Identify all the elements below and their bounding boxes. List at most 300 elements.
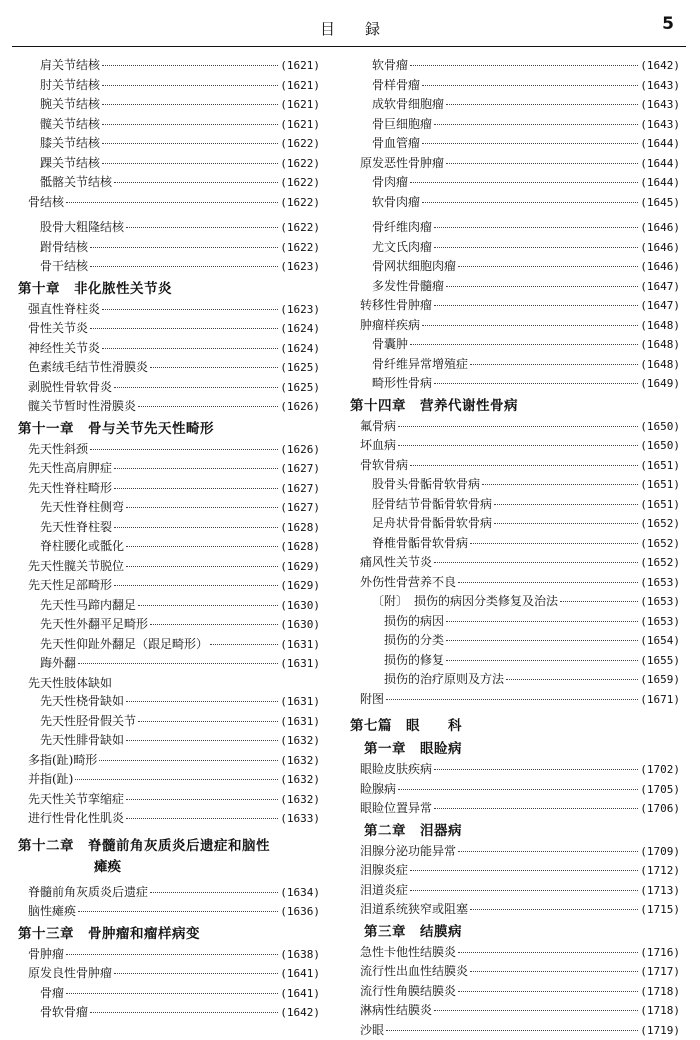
toc-entry-title: 畸形性骨病 [372,374,432,393]
toc-entry-title: 足舟状骨骨骺骨软骨病 [372,514,492,533]
toc-entry [18,902,320,922]
leader-dots [114,488,278,489]
toc-entry [18,257,320,277]
toc-entry-page: (1652) [640,515,680,534]
toc-entry [18,440,320,460]
toc-entry-page: (1623) [280,301,320,320]
toc-entry-title: 骨结核 [28,193,64,212]
toc-entry [350,962,680,982]
toc-entry-title: 泪腺炎症 [360,861,408,880]
toc-entry-title: 先天性髋关节脱位 [28,557,124,576]
toc-entry-page: (1642) [640,57,680,76]
leader-dots [446,104,638,105]
toc-entry-page: (1627) [280,499,320,518]
toc-entry-page: (1632) [280,791,320,810]
leader-dots [422,325,638,326]
toc-entry-title: 先天性外翻平足畸形 [40,615,148,634]
toc-entry-title: 强直性脊柱炎 [28,300,100,319]
toc-entry [18,173,320,193]
toc-entry [18,576,320,596]
toc-entry-title: 骨囊肿 [372,335,408,354]
leader-dots [458,582,638,583]
leader-dots [434,247,638,248]
toc-entry-title: 流行性角膜结膜炎 [360,982,456,1001]
toc-entry-title: 并指(趾) [28,770,73,789]
toc-entry [350,553,680,573]
toc-entry-title: 损伤的修复 [384,651,444,670]
toc-entry-page: (1648) [640,356,680,375]
toc-entry [350,799,680,819]
toc-entry-title: 进行性骨化性肌炎 [28,809,124,828]
toc-entry-page: (1719) [640,1022,680,1040]
toc-entry [350,475,680,495]
leader-dots [90,449,278,450]
leader-dots [410,65,638,66]
toc-entry-page: (1632) [280,771,320,790]
leader-dots [398,789,638,790]
toc-entry-page: (1621) [280,77,320,96]
chapter-heading [350,715,680,737]
leader-dots [470,971,638,972]
toc-entry [350,154,680,174]
chapter-heading [350,921,680,943]
toc-entry [350,514,680,534]
toc-entry [350,257,680,277]
toc-entry-page: (1712) [640,862,680,881]
toc-entry-title: 第十二章 脊髓前角灰质炎后遗症和脑性 [18,835,270,857]
toc-entry [350,842,680,862]
toc-entry [350,238,680,258]
toc-entry-page: (1644) [640,155,680,174]
toc-entry-page: (1706) [640,800,680,819]
leader-dots [126,507,278,508]
leader-dots [66,954,278,955]
toc-entry-page: (1631) [280,636,320,655]
chapter-heading [18,835,320,857]
toc-entry-page: (1643) [640,77,680,96]
toc-entry-title: 第七篇 眼 科 [350,715,462,737]
toc-entry-page: (1622) [280,194,320,213]
toc-entry [18,964,320,984]
toc-entry [18,134,320,154]
toc-entry [18,731,320,751]
leader-dots [470,543,638,544]
toc-entry [350,900,680,920]
toc-entry-title: 原发恶性骨肿瘤 [360,154,444,173]
toc-entry-page: (1705) [640,781,680,800]
toc-entry-title: 急性卡他性结膜炎 [360,943,456,962]
toc-entry-title: 骨肿瘤 [28,945,64,964]
toc-entry-title: 转移性骨肿瘤 [360,296,432,315]
leader-dots [210,644,278,645]
leader-dots [102,104,278,105]
leader-dots [410,182,638,183]
toc-entry [350,534,680,554]
leader-dots [102,309,278,310]
toc-entry-title: 多发性骨髓瘤 [372,277,444,296]
toc-entry-page: (1647) [640,278,680,297]
toc-entry-page: (1654) [640,632,680,651]
toc-entry [350,277,680,297]
toc-entry-title: 骶髂关节结核 [40,173,112,192]
toc-entry [18,1003,320,1023]
toc-right-column [350,56,680,1040]
toc-entry-page: (1622) [280,155,320,174]
leader-dots [75,779,278,780]
toc-entry [18,635,320,655]
toc-entry [18,459,320,479]
leader-dots [126,799,278,800]
toc-entry-title: 跗骨结核 [40,238,88,257]
toc-entry-page: (1634) [280,884,320,903]
leader-dots [90,328,278,329]
toc-entry [18,397,320,417]
toc-entry [18,770,320,790]
toc-entry-page: (1643) [640,96,680,115]
leader-dots [446,163,638,164]
toc-entry-title: 先天性桡骨缺如 [40,692,124,711]
toc-entry-page: (1627) [280,460,320,479]
page-header [0,0,700,50]
leader-dots [458,266,638,267]
leader-dots [114,973,278,974]
toc-entry-page: (1626) [280,441,320,460]
toc-entry-title: 髋关节暂时性滑膜炎 [28,397,136,416]
toc-entry-title: 色素绒毛结节性滑膜炎 [28,358,148,377]
leader-dots [398,445,638,446]
toc-entry-title: 流行性出血性结膜炎 [360,962,468,981]
toc-entry-page: (1644) [640,135,680,154]
leader-dots [446,286,638,287]
leader-dots [126,227,278,228]
toc-entry-title: 尤文氏肉瘤 [372,238,432,257]
leader-dots [434,808,638,809]
toc-entry [350,495,680,515]
toc-entry-title: 肿瘤样疾病 [360,316,420,335]
toc-entry-page: (1631) [280,655,320,674]
leader-dots [78,911,278,912]
toc-entry-title: 第十章 非化脓性关节炎 [18,278,172,300]
leader-dots [446,660,638,661]
toc-entry-page: (1651) [640,476,680,495]
toc-entry-page: (1648) [640,336,680,355]
toc-entry-page: (1622) [280,135,320,154]
toc-entry-title: 眼睑位置异常 [360,799,432,818]
toc-entry-page: (1652) [640,535,680,554]
toc-entry [18,674,320,693]
toc-entry-title: 痛风性关节炎 [360,553,432,572]
leader-dots [102,143,278,144]
toc-entry-title: 肘关节结核 [40,76,100,95]
leader-dots [434,562,638,563]
toc-entry-page: (1651) [640,496,680,515]
toc-entry [350,436,680,456]
toc-entry-page: (1633) [280,810,320,829]
toc-entry-page: (1715) [640,901,680,920]
leader-dots [458,851,638,852]
toc-entry-page: (1632) [280,752,320,771]
leader-dots [66,202,278,203]
toc-entry [350,456,680,476]
toc-entry-page: (1632) [280,732,320,751]
leader-dots [434,769,638,770]
toc-entry-title: 先天性高肩胛症 [28,459,112,478]
leader-dots [99,760,278,761]
toc-entry [350,861,680,881]
leader-dots [470,909,638,910]
toc-entry [18,193,320,213]
toc-entry [350,115,680,135]
toc-entry [350,881,680,901]
toc-entry-title: 骨干结核 [40,257,88,276]
page-number: 5 [662,14,674,34]
leader-dots [150,892,278,893]
toc-entry-page: (1713) [640,882,680,901]
toc-entry-title: 氟骨病 [360,417,396,436]
toc-entry [18,945,320,965]
toc-entry [350,355,680,375]
header-rule [12,46,686,47]
toc-entry [350,134,680,154]
toc-entry-page: (1630) [280,597,320,616]
leader-dots [138,406,278,407]
toc-entry-title: 骨血管瘤 [372,134,420,153]
chapter-heading [350,738,680,760]
toc-entry [18,76,320,96]
toc-entry [18,537,320,557]
toc-entry [350,374,680,394]
toc-entry [18,596,320,616]
toc-entry-page: (1621) [280,57,320,76]
toc-entry-title: 泪道炎症 [360,881,408,900]
toc-entry-page: (1644) [640,174,680,193]
toc-entry [350,56,680,76]
toc-entry [350,1001,680,1021]
leader-dots [78,663,278,664]
toc-entry [18,712,320,732]
leader-dots [560,601,638,602]
toc-entry [350,943,680,963]
toc-entry-page: (1625) [280,359,320,378]
toc-entry [18,692,320,712]
leader-dots [434,124,638,125]
toc-entry-title: 股骨大粗隆结核 [40,218,124,237]
toc-entry-page: (1643) [640,116,680,135]
toc-entry-title: 沙眼 [360,1021,384,1040]
toc-entry-title: 脑性瘫痪 [28,902,76,921]
toc-entry-title: 泪道系统狭窄或阻塞 [360,900,468,919]
toc-entry-page: (1631) [280,713,320,732]
toc-entry-page: (1653) [640,574,680,593]
toc-entry-page: (1629) [280,558,320,577]
toc-entry [350,690,680,710]
page-title: 目 録 [0,18,700,39]
toc-entry [350,631,680,651]
chapter-heading [18,278,320,300]
toc-entry-page: (1625) [280,379,320,398]
toc-entry-title: 剥脱性骨软骨炎 [28,378,112,397]
toc-entry-title: 原发良性骨肿瘤 [28,964,112,983]
leader-dots [102,124,278,125]
toc-entry [18,339,320,359]
toc-entry-page: (1709) [640,843,680,862]
leader-dots [126,566,278,567]
toc-entry-page: (1624) [280,320,320,339]
toc-entry-title: 多指(趾)畸形 [28,751,97,770]
leader-dots [458,952,638,953]
toc-entry-title: 眼睑皮肤疾病 [360,760,432,779]
toc-entry [350,218,680,238]
toc-entry-title: 淋病性结膜炎 [360,1001,432,1020]
toc-entry-page: (1631) [280,693,320,712]
toc-entry-page: (1628) [280,538,320,557]
toc-entry-page: (1702) [640,761,680,780]
toc-entry-title: 第三章 结膜病 [350,921,462,943]
toc-entry-page: (1628) [280,519,320,538]
toc-entry [18,498,320,518]
toc-entry [350,316,680,336]
toc-entry-title: 睑腺病 [360,780,396,799]
toc-entry-title: 骨纤维异常增殖症 [372,355,468,374]
toc-entry [18,358,320,378]
toc-entry-page: (1641) [280,985,320,1004]
leader-dots [102,163,278,164]
toc-entry-title: 第十三章 骨肿瘤和瘤样病变 [18,923,200,945]
toc-entry-page: (1646) [640,239,680,258]
leader-dots [434,305,638,306]
toc-entry-page: (1645) [640,194,680,213]
toc-entry-page: (1647) [640,297,680,316]
toc-entry [18,378,320,398]
leader-dots [446,621,638,622]
toc-entry-title: 脊柱腰化或骶化 [40,537,124,556]
leader-dots [114,527,278,528]
toc-entry [18,984,320,1004]
toc-entry [18,557,320,577]
toc-entry [18,790,320,810]
toc-entry-title: 髋关节结核 [40,115,100,134]
leader-dots [494,504,638,505]
leader-dots [398,426,638,427]
leader-dots [102,348,278,349]
toc-entry [18,238,320,258]
toc-entry-title: 损伤的分类 [384,631,444,650]
toc-entry [350,592,680,612]
leader-dots [470,364,638,365]
leader-dots [150,624,278,625]
toc-entry-title: 骨软骨瘤 [40,1003,88,1022]
leader-dots [482,484,638,485]
leader-dots [90,266,278,267]
leader-dots [434,227,638,228]
toc-entry-page: (1623) [280,258,320,277]
toc-entry-title: 膝关节结核 [40,134,100,153]
toc-entry-title: 先天性仰趾外翻足（跟足畸形） [40,635,208,654]
toc-entry [350,417,680,437]
leader-dots [386,699,638,700]
toc-entry-title: 骨肉瘤 [372,173,408,192]
toc-entry [18,615,320,635]
toc-entry-title: 神经性关节炎 [28,339,100,358]
toc-entry-title: 外伤性骨营养不良 [360,573,456,592]
toc-entry-title: 腕关节结核 [40,95,100,114]
toc-entry-title: 股骨头骨骺骨软骨病 [372,475,480,494]
toc-entry-title: 第十一章 骨与关节先天性畸形 [18,418,214,440]
toc-entry [18,751,320,771]
toc-entry-page: (1650) [640,418,680,437]
toc-entry-page: (1622) [280,219,320,238]
toc-entry [350,95,680,115]
toc-entry-page: (1627) [280,480,320,499]
toc-entry-page: (1624) [280,340,320,359]
toc-entry-title: 胫骨结节骨骺骨软骨病 [372,495,492,514]
toc-entry-page: (1629) [280,577,320,596]
toc-entry [18,218,320,238]
leader-dots [138,605,278,606]
toc-entry [18,518,320,538]
toc-entry [350,296,680,316]
toc-entry-page: (1652) [640,554,680,573]
toc-entry-page: (1630) [280,616,320,635]
leader-dots [114,387,278,388]
chapter-heading [350,820,680,842]
toc-entry-title: 附图 [360,690,384,709]
toc-entry-title: 肩关节结核 [40,56,100,75]
toc-entry-title: 坏血病 [360,436,396,455]
toc-entry [350,760,680,780]
toc-entry [18,154,320,174]
toc-entry-title: 先天性脊柱裂 [40,518,112,537]
toc-entry-page: (1621) [280,96,320,115]
toc-entry-title: 损伤的治疗原则及方法 [384,670,504,689]
leader-dots [102,65,278,66]
toc-entry-page: (1716) [640,944,680,963]
toc-entry-title: 骨纤维肉瘤 [372,218,432,237]
toc-entry [18,319,320,339]
toc-entry [350,173,680,193]
leader-dots [102,85,278,86]
leader-dots [446,640,638,641]
leader-dots [458,991,638,992]
toc-entry [350,76,680,96]
toc-entry-title: 瘫痪 [94,857,121,877]
toc-entry-title: 先天性斜颈 [28,440,88,459]
toc-entry-page: (1636) [280,903,320,922]
toc-entry-page: (1646) [640,219,680,238]
toc-entry-page: (1717) [640,963,680,982]
toc-entry-title: 损伤的病因 [384,612,444,631]
toc-entry-title: 第一章 眼睑病 [350,738,462,760]
toc-entry-title: 〔附〕 损伤的病因分类修复及治法 [372,592,558,611]
toc-entry [350,573,680,593]
toc-entry-title: 先天性腓骨缺如 [40,731,124,750]
toc-entry-page: (1649) [640,375,680,394]
toc-entry-page: (1653) [640,593,680,612]
toc-entry-page: (1659) [640,671,680,690]
leader-dots [126,701,278,702]
toc-entry [18,479,320,499]
toc-left-column [18,56,320,1023]
toc-entry-page: (1622) [280,174,320,193]
toc-entry [350,982,680,1002]
leader-dots [410,870,638,871]
toc-entry [18,809,320,829]
toc-entry-title: 先天性足部畸形 [28,576,112,595]
toc-entry-title: 软骨瘤 [372,56,408,75]
leader-dots [422,143,638,144]
toc-entry-title: 先天性胫骨假关节 [40,712,136,731]
toc-entry-title: 骨巨细胞瘤 [372,115,432,134]
